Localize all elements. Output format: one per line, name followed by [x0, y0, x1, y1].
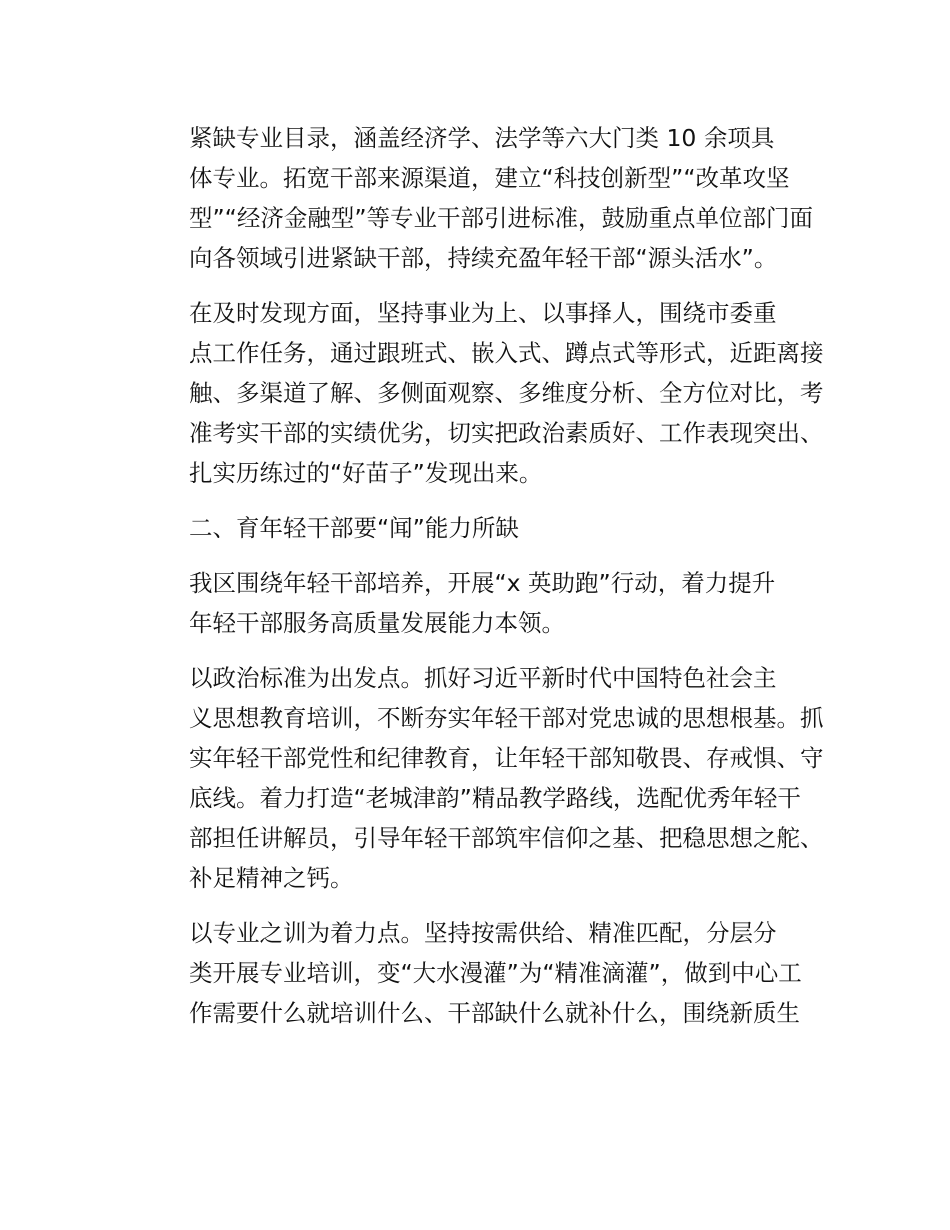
text-line: 紧缺专业目录，涵盖经济学、法学等六大门类 10 余项具 [189, 124, 775, 152]
paragraph-training-initiative [141, 563, 811, 643]
paragraph-professional-training [141, 913, 811, 1033]
text-line: 补足精神之钙。 [189, 864, 354, 892]
text-line: 以专业之训为着力点。坚持按需供给、精准匹配，分层分 [189, 919, 777, 947]
text-line: 底线。着力打造“老城津韵”精品教学路线，选配优秀年轻干 [189, 784, 801, 812]
text-line: 作需要什么就培训什么、干部缺什么就补什么，围绕新质生 [189, 999, 800, 1027]
text-line: 我区围绕年轻干部培养，开展“x 英助跑”行动，着力提升 [189, 569, 776, 597]
text-line: 实年轻干部党性和纪律教育，让年轻干部知敬畏、存戒惧、守 [189, 744, 824, 772]
paragraph-timely-discovery [141, 293, 824, 493]
text-line: 扎实历练过的“好苗子”发现出来。 [189, 459, 543, 487]
text-line: 以政治标准为出发点。抓好习近平新时代中国特色社会主 [189, 664, 777, 692]
text-line: 类开展专业培训，变“大水漫灌”为“精准滴灌”，做到中心工 [189, 959, 802, 987]
text-line: 点工作任务，通过跟班式、嵌入式、蹲点式等形式，近距离接 [189, 339, 824, 367]
heading-text: 二、育年轻干部要“闻”能力所缺 [189, 514, 519, 542]
text-line: 年轻干部服务高质量发展能力本领。 [189, 609, 565, 637]
paragraph-recruitment-channels [141, 118, 814, 278]
text-line: 义思想教育培训，不断夯实年轻干部对党忠诚的思想根基。抓 [189, 704, 824, 732]
paragraph-political-standard [141, 658, 824, 898]
text-line: 型”“经济金融型”等专业干部引进标准，鼓励重点单位部门面 [189, 204, 814, 232]
text-line: 在及时发现方面，坚持事业为上、以事择人，围绕市委重 [189, 299, 777, 327]
text-line: 向各领域引进紧缺干部，持续充盈年轻干部“源头活水”。 [189, 244, 778, 272]
document-body [141, 118, 824, 1048]
section-heading [141, 508, 811, 548]
text-line: 准考实干部的实绩优劣，切实把政治素质好、工作表现突出、 [189, 419, 824, 447]
text-line: 体专业。拓宽干部来源渠道，建立“科技创新型”“改革攻坚 [189, 164, 790, 192]
text-line: 触、多渠道了解、多侧面观察、多维度分析、全方位对比，考 [189, 379, 824, 407]
text-line: 部担任讲解员，引导年轻干部筑牢信仰之基、把稳思想之舵、 [189, 824, 824, 852]
